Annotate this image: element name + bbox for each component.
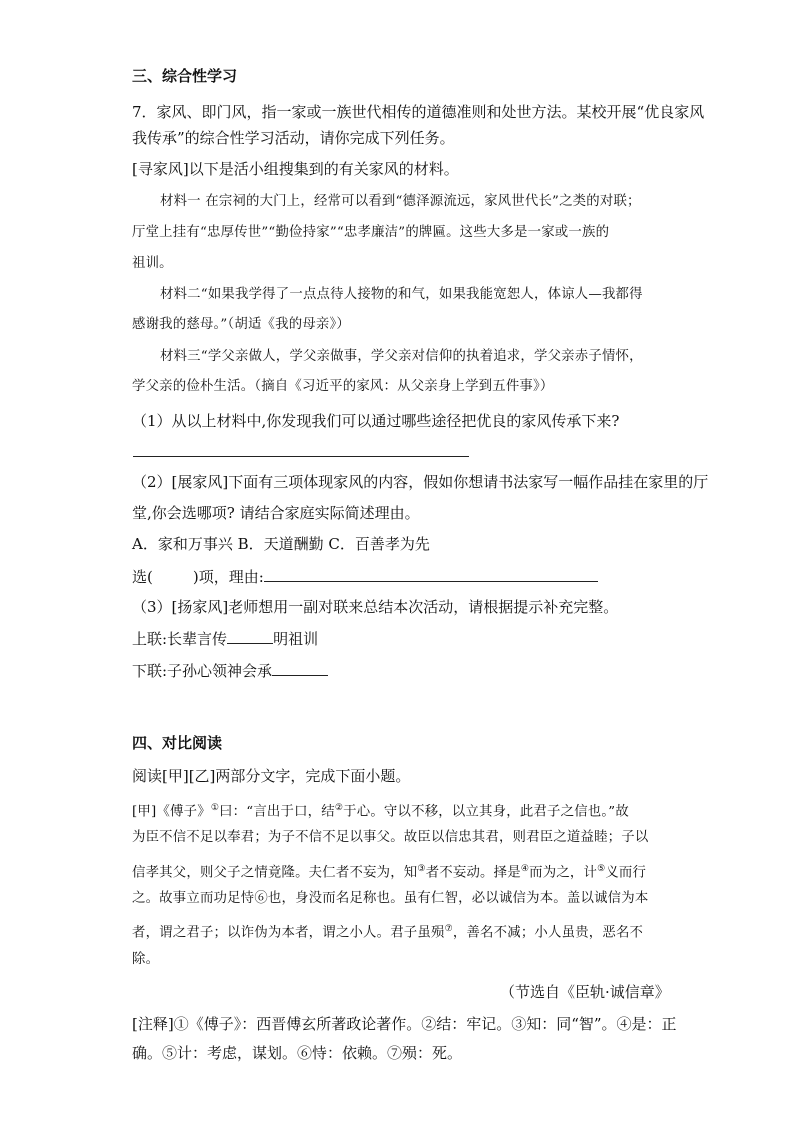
choose-label-reason: )项，理由: bbox=[192, 568, 264, 586]
jia-line1-c: 于心。守以不移，以立其身，此君子之信也。”故 bbox=[343, 804, 629, 820]
note-mark-1: ① bbox=[210, 803, 220, 813]
sub-question-2-line2: 堂,你会选哪项? 请结合家庭实际简述理由。 bbox=[132, 504, 420, 522]
material3-line1: 材料三“学父亲做人，学父亲做事，学父亲对信仰的执着追求，学父亲赤子情怀， bbox=[160, 349, 643, 364]
couplet-upper bbox=[132, 628, 318, 650]
couplet-upper-blank[interactable] bbox=[227, 629, 273, 644]
jia-line1-a: [甲]《傅子》 bbox=[132, 804, 211, 820]
note-mark-4: ④ bbox=[520, 864, 530, 874]
material3-line2: 学父亲的俭朴生活。（摘自《习近平的家风：从父亲身上学到五件事》） bbox=[132, 379, 554, 394]
jia-line2: 为臣不信不足以奉君；为子不信不足以事父。故臣以信忠其君，则君臣之道益睦；子以 bbox=[132, 830, 649, 845]
couplet-upper-end: 明祖训 bbox=[273, 630, 319, 648]
note-mark-2: ② bbox=[334, 803, 344, 813]
jia-line3 bbox=[132, 858, 646, 884]
q7-find-task: [寻家风]以下是活小组搜集到的有关家风的材料。 bbox=[132, 160, 459, 178]
material2-line1: 材料二“如果我学得了一点点待人接物的和气，如果我能宽恕人，体谅人—我都得 bbox=[160, 287, 643, 302]
couplet-lower-blank[interactable] bbox=[272, 661, 328, 676]
jia-line3-c: 而为之，计 bbox=[529, 865, 598, 881]
reason-blank[interactable] bbox=[264, 567, 598, 582]
jia-line1-b: 曰：“言出于口，结 bbox=[219, 804, 335, 820]
reading-instruction: 阅读[甲][乙]两部分文字，完成下面小题。 bbox=[132, 767, 411, 785]
sub-question-1: （1）从以上材料中,你发现我们可以通过哪些途径把优良的家风传承下来? bbox=[132, 412, 620, 430]
section-heading-comprehensive: 三、综合性学习 bbox=[132, 67, 238, 85]
annotations-line1: [注释]①《傅子》：西晋傅玄所著政论著作。②结：牢记。③知：同“智”。④是：正 bbox=[132, 1015, 677, 1033]
answer-line-1[interactable] bbox=[133, 456, 469, 457]
couplet-lower bbox=[132, 660, 328, 682]
annotations-line2: 确。⑤计：考虑，谋划。⑥恃：依赖。⑦殒：死。 bbox=[132, 1044, 463, 1062]
choose-label-open: 选( bbox=[132, 568, 153, 586]
jia-line1 bbox=[132, 797, 629, 823]
jia-line3-d: 义而行 bbox=[605, 865, 647, 881]
note-mark-5: ⑤ bbox=[597, 864, 606, 874]
section-heading-comparative-reading: 四、对比阅读 bbox=[132, 734, 223, 752]
couplet-lower-start: 下联:子孙心领神会承 bbox=[132, 662, 273, 680]
options-line: A．家和万事兴 B．天道酬勤 C．百善孝为先 bbox=[132, 535, 430, 553]
material1-line3: 祖训。 bbox=[132, 256, 173, 271]
q7-intro-line1: 7．家风、即门风，指一家或一族世代相传的道德准则和处世方法。某校开展“优良家风 bbox=[132, 103, 705, 121]
choose-line bbox=[132, 566, 598, 588]
jia-line3-b: 者不妄动。择是 bbox=[425, 865, 521, 881]
source-citation: （节选自《臣轨·诚信章》 bbox=[500, 983, 670, 1001]
sub-question-3: （3）[扬家风]老师想用一副对联来总结本次活动，请根据提示补充完整。 bbox=[132, 598, 619, 616]
jia-line4: 之。故事立而功足恃⑥也，身没而名足称也。虽有仁智，必以诚信为本。盖以诚信为本 bbox=[132, 891, 649, 906]
material2-line2: 感谢我的慈母。”（胡适《我的母亲》） bbox=[132, 317, 350, 332]
jia-line5 bbox=[132, 918, 643, 944]
jia-line6: 除。 bbox=[132, 952, 160, 967]
jia-line3-a: 信孝其父，则父子之情竟隆。夫仁者不妄为，知 bbox=[132, 865, 418, 881]
sub-question-2-line1: （2）[展家风]下面有三项体现家风的内容，假如你想请书法家写一幅作品挂在家里的厅 bbox=[132, 473, 709, 491]
material1-line2: 厅堂上挂有“忠厚传世”“勤俭持家”“忠孝廉洁”的牌匾。这些大多是一家或一族的 bbox=[132, 225, 610, 240]
q7-intro-line2: 我传承”的综合性学习活动，请你完成下列任务。 bbox=[132, 129, 455, 147]
material1-line1: 材料一 在宗祠的大门上，经常可以看到“德泽源流远，家风世代长”之类的对联； bbox=[160, 194, 641, 209]
note-mark-3: ③ bbox=[417, 864, 426, 874]
jia-line5-b: ，善名不减；小人虽贵，恶名不 bbox=[452, 925, 644, 941]
couplet-upper-start: 上联:长辈言传 bbox=[132, 630, 228, 648]
note-mark-7: ⑦ bbox=[444, 924, 453, 934]
jia-line5-a: 者，谓之君子；以诈伪为本者，谓之小人。君子虽殒 bbox=[132, 925, 445, 941]
